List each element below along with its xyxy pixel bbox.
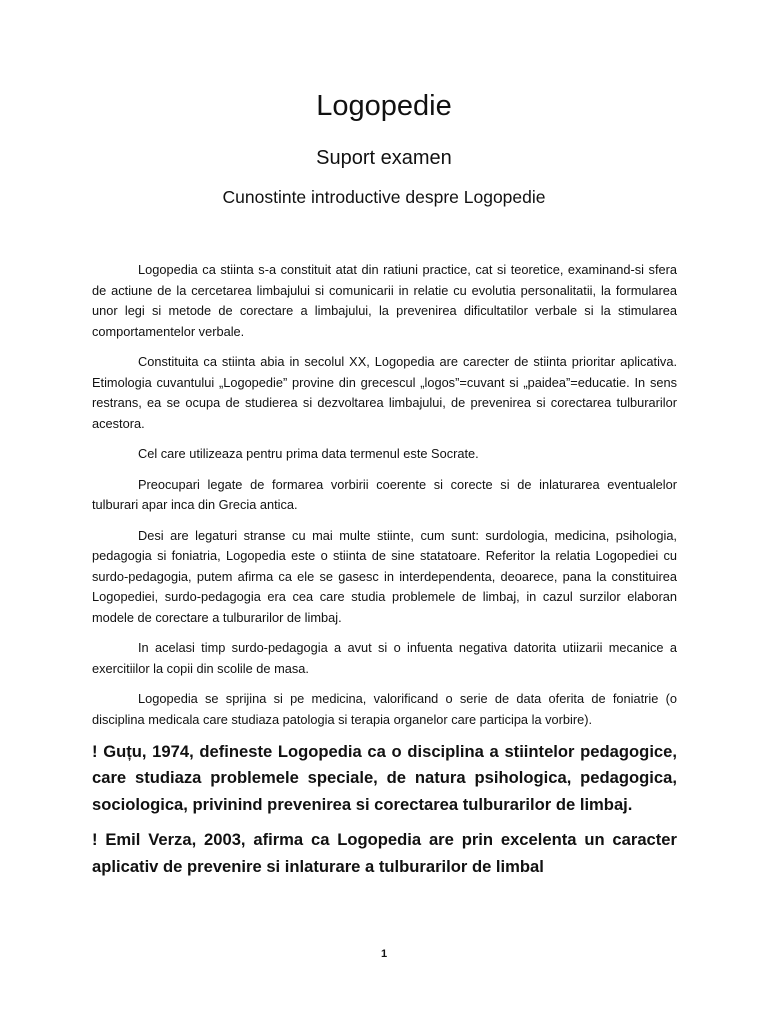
- document-title: Logopedie: [316, 90, 452, 122]
- paragraph: Logopedia ca stiinta s-a constituit atat din ratiuni practice, cat si teoretice, examinand-si sfera de actiune de la cercetarea limbajului si comunicarii in relatie cu evolutia personalitatii, la formularea unor legi si metode de corectare a limbajului, la prevenirea dificultatilor verbale si la stimularea comportamentelor verbale.: [92, 262, 677, 339]
- paragraph: Desi are legaturi stranse cu mai multe stiinte, cum sunt: surdologia, medicina, psihologia, pedagogia si foniatria, Logopedia este o stiinta de sine statatoare. Referitor la relatia Logopediei cu surdo-pedagogia, putem afirma ca ele se gasesc in interdependenta, deoarece, pana la constituirea Logopediei, surdo-pedagogia era cea care studia problemele de limbaj, in cazul surzilor elaboran modele de corectare a tulburarilor de limbaj.: [92, 527, 677, 625]
- document-body: [92, 260, 677, 889]
- paragraph: Constituita ca stiinta abia in secolul XX, Logopedia are carecter de stiinta prioritar aplicativa. Etimologia cuvantului „Logopedie” provine din grecescul „logos”=cuvant si „paidea”=educatie. In sens restrans, ea se ocupa de studierea si dezvoltarea limbajului, de prevenirea si corectarea tulburarilor acestora.: [92, 354, 677, 431]
- paragraph: In acelasi timp surdo-pedagogia a avut si o infuenta negativa datorita utiizarii mecanice a exercitiilor la copii din scolile de masa.: [92, 640, 677, 676]
- bold-note: ! Emil Verza, 2003, afirma ca Logopedia are prin excelenta un caracter aplicativ de prevenire si inlaturare a tulburarilor de limbal: [92, 830, 677, 876]
- section-heading: Cunostinte introductive despre Logopedie: [222, 187, 546, 207]
- bold-note: ! Guțu, 1974, defineste Logopedia ca o disciplina a stiintelor pedagogice, care studiaza problemele speciale, de natura psihologica, pedagogica, sociologica, privinind prevenirea si corectarea tulburarilor de limbaj.: [92, 742, 677, 814]
- paragraph: Cel care utilizeaza pentru prima data termenul este Socrate.: [138, 446, 479, 461]
- page-number: 1: [380, 948, 388, 960]
- document-subtitle: Suport examen: [316, 147, 452, 169]
- paragraph: Logopedia se sprijina si pe medicina, valorificand o serie de data oferita de foniatrie (o disciplina medicala care studiaza patologia si terapia organelor care participa la vorbire).: [92, 691, 677, 727]
- paragraph: Preocupari legate de formarea vorbirii coerente si corecte si de inlaturarea eventualelor tulburari apar inca din Grecia antica.: [92, 476, 677, 512]
